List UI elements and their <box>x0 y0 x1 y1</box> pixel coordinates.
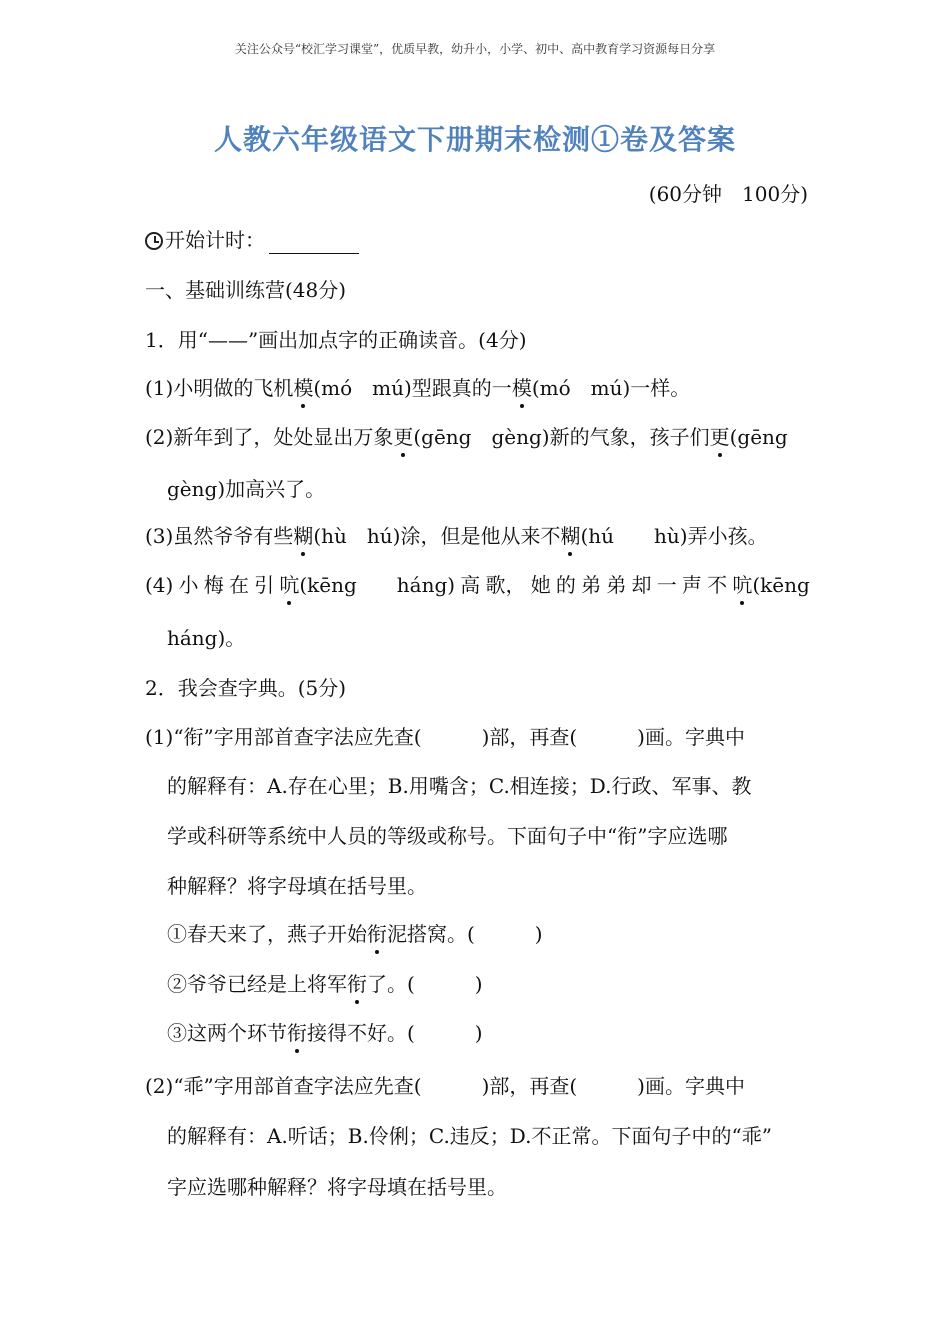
q1-4-word: 一 <box>656 573 677 597</box>
question-1-stem: 1．用“——”画出加点字的正确读音。(4分) <box>145 328 527 352</box>
q1-4-word: 引 <box>254 573 275 597</box>
q1-4-text-c: (kēng <box>752 573 810 597</box>
q1-4-word: 却 <box>631 573 652 597</box>
q2-1-item-1-text-b: 泥搭窝。( ) <box>387 922 543 946</box>
q2-2-line-3: 字应选哪种解释？将字母填在括号里。 <box>167 1175 507 1199</box>
q1-4-word: 歌， <box>485 573 526 597</box>
q2-2-line-1: (2)“乖”字用部首查字法应先查( )部，再查( )画。字典中 <box>145 1074 745 1098</box>
q2-1-item-2-text-a: ②爷爷已经是上将军 <box>167 972 347 996</box>
q1-4-word: 声 <box>681 573 702 597</box>
q1-3-dotted-char-1: 糊 <box>293 524 314 548</box>
q2-2-line-2: 的解释有：A.听话；B.伶俐；C.违反；D.不正常。下面句子中的“乖” <box>167 1124 772 1148</box>
section-heading: 一、基础训练营(48分) <box>145 278 347 302</box>
question-1-item-2-cont: gèng)加高兴了。 <box>167 477 326 501</box>
q1-4-word: 高 <box>460 573 481 597</box>
q1-4-text-b: (kēng háng) <box>299 573 456 597</box>
q2-1-item-3-text-b: 接得不好。( ) <box>307 1021 483 1045</box>
q1-2-text-a: (2)新年到了，处处显出万象 <box>145 425 394 449</box>
q1-1-text-b: (mó mú)型跟真的一 <box>313 376 512 400</box>
q1-4-word: 弟 <box>606 573 627 597</box>
q1-4-word: 在 <box>228 573 249 597</box>
q1-4-word: 她 <box>530 573 551 597</box>
q2-1-item-3 <box>167 1019 810 1047</box>
question-1-item-4 <box>145 571 810 599</box>
q2-1-line-4: 种解释？将字母填在括号里。 <box>167 874 427 898</box>
page-title: 人教六年级语文下册期末检测①卷及答案 <box>213 123 736 156</box>
clock-icon <box>145 232 163 250</box>
q1-3-text-b: (hù hú)涂，但是他从来不 <box>313 524 561 548</box>
q1-3-dotted-char-2: 糊 <box>560 524 581 548</box>
q2-1-line-3: 学或科研等系统中人员的等级或称号。下面句子中“衔”字应选哪 <box>167 824 728 848</box>
page-header-note: 关注公众号“校汇学习课堂”，优质早教，幼升小，小学、初中、高中教育学习资源每日分享 <box>234 42 716 56</box>
q1-1-text-c: (mó mú)一样。 <box>531 376 691 400</box>
q2-1-line-2: 的解释有：A.存在心里；B.用嘴含；C.相连接；D.行政、军事、教 <box>167 774 752 798</box>
q2-1-item-3-dotted-char: 衔 <box>287 1021 307 1045</box>
exam-duration: (60分钟 100分) <box>648 182 808 206</box>
q2-1-item-2 <box>167 970 810 998</box>
q1-4-dotted-char-2: 吭 <box>732 573 753 597</box>
q1-4-word: 弟 <box>581 573 602 597</box>
q1-4-word: 小 <box>178 573 199 597</box>
q2-1-item-2-text-b: 了。( ) <box>367 972 483 996</box>
q1-1-text-a: (1)小明做的飞机 <box>145 376 294 400</box>
question-2-stem: 2．我会查字典。(5分) <box>145 676 347 700</box>
q1-4-word: 的 <box>555 573 576 597</box>
q2-1-item-1 <box>167 920 810 948</box>
start-time-row <box>145 226 810 254</box>
q1-4-dotted-char-1: 吭 <box>279 573 300 597</box>
q1-4-word: 梅 <box>203 573 224 597</box>
q2-1-item-2-dotted-char: 衔 <box>347 972 367 996</box>
q2-1-line-1: (1)“衔”字用部首查字法应先查( )部，再查( )画。字典中 <box>145 725 745 749</box>
q1-2-text-c: (gēng <box>729 425 788 449</box>
q1-4-word: 不 <box>707 573 728 597</box>
q1-2-dotted-char-1: 更 <box>393 425 414 449</box>
question-1-item-3 <box>145 522 810 550</box>
q1-4-word: (4) <box>145 573 174 597</box>
q1-1-dotted-char-2: 模 <box>511 376 532 400</box>
question-1-item-2 <box>145 423 810 451</box>
q2-1-item-3-text-a: ③这两个环节 <box>167 1021 287 1045</box>
question-1-item-1 <box>145 374 810 402</box>
q1-3-text-c: (hú hù)弄小孩。 <box>580 524 768 548</box>
q1-3-text-a: (3)虽然爷爷有些 <box>145 524 294 548</box>
start-time-label: 开始计时： <box>165 228 265 252</box>
q2-1-item-1-dotted-char: 衔 <box>367 922 387 946</box>
q1-2-dotted-char-2: 更 <box>709 425 730 449</box>
q1-2-text-b: (gēng gèng)新的气象，孩子们 <box>413 425 710 449</box>
q1-1-dotted-char-1: 模 <box>293 376 314 400</box>
start-time-blank[interactable] <box>269 231 359 254</box>
question-1-item-4-cont: háng)。 <box>167 626 246 650</box>
q2-1-item-1-text-a: ①春天来了，燕子开始 <box>167 922 367 946</box>
